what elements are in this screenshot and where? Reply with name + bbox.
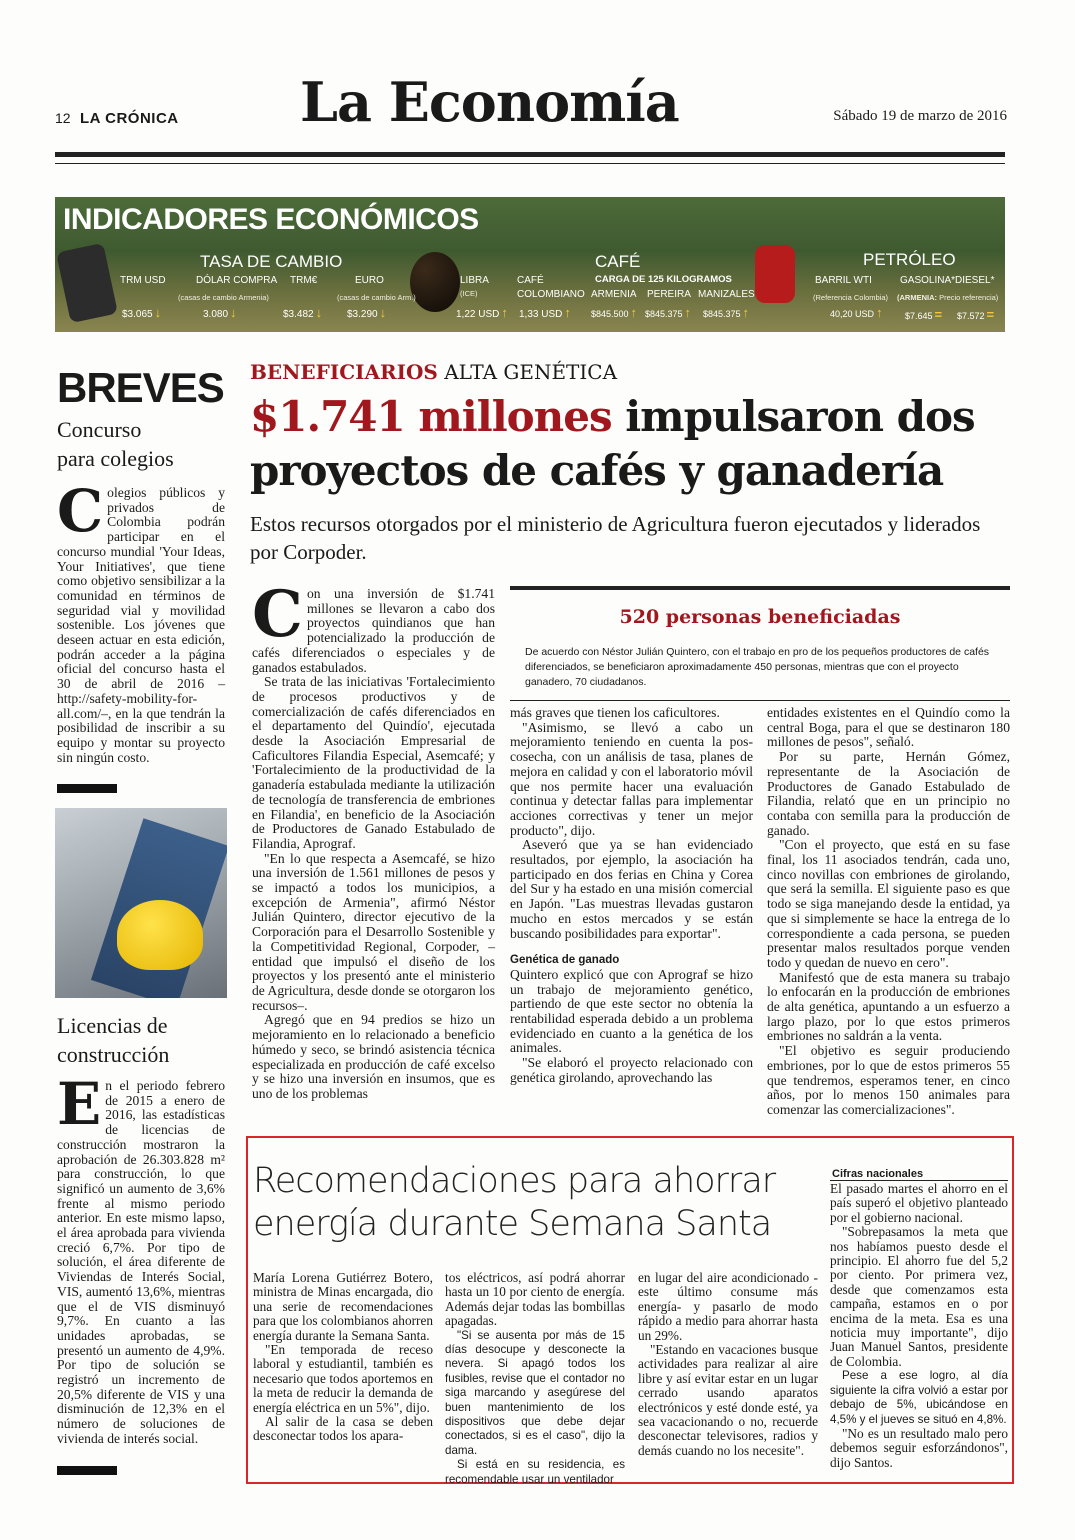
fuel-nozzle-icon — [755, 245, 795, 303]
paragraph: "Se elaboró el proyecto relacionado con genética girolando, aprovechando las — [510, 1055, 753, 1085]
indicator-value: $845.375 ↑ — [703, 305, 750, 320]
indicator-sublabel: (ICE) — [460, 289, 478, 298]
page-number: 12 — [55, 110, 71, 126]
article-column-2 — [510, 706, 753, 1086]
breve-title-line: construcción — [57, 1042, 170, 1067]
fuel-note: (ARMENIA: Precio referencia) — [897, 293, 999, 302]
article-kicker — [250, 360, 617, 384]
breve-body: n el periodo febrero de 2015 a enero de 2016, las estadísticas de licencias de construcción mostraron la aprobación de 26.303.828 m² para construcción, lo que significó un aumento de 3,6% frente al mismo periodo anterior. En este mismo lapso, el área aprobada para vivienda creció 6,7%. Por tipo de solución, el área diferente de Viviendas de Interés Social, VIS, aumentó 13,6%, mientras que el de VIS disminuyó 9,7%. En cuanto a las unidades aprobadas, se presentó un aumento de 4,9%. Por tipo de solución se registró un incremento de 20,5% diferente de VIS y una disminución de 12,3% en el número de soluciones de vivienda de interés social. — [57, 1078, 225, 1446]
economic-indicators-bar — [55, 197, 1005, 332]
breve-title-line: Licencias de — [57, 1013, 168, 1038]
article-column-1 — [252, 577, 495, 1102]
arrow-down-icon: ↓ — [315, 305, 323, 320]
paragraph: Aseveró que ya se han evidenciado resultados, por ejemplo, la asociación ha participado en dos ferias en China y Corea del Sur y ha estado en una misión comercial en Japón. "Las muestras llevadas gustaron mucho en estos mercados y se están buscando posibilidades para exportar". — [510, 837, 753, 941]
indicator-value: $7.645 = — [905, 307, 943, 322]
paragraph: "Sobrepasamos la meta que nos habíamos puesto desde el principio. El ahorro fue del 5,2 por ciento. Por primera vez, desde que comenzamos esta campaña, estamos en o por encima de la meta. Esa es una noticia muy importante", dijo Juan Manuel Santos, presidente de Colombia. — [830, 1224, 1008, 1369]
paragraph: Al salir de la casa se deben desconectar todos los apara- — [253, 1414, 433, 1444]
article-deck: Estos recursos otorgados por el ministerio de Agricultura fueron ejecutados y liderados por Corpoder. — [250, 512, 981, 564]
arrow-up-icon: ↑ — [630, 305, 638, 320]
construction-photo — [55, 808, 227, 998]
indicator-value: $3.290 ↓ — [347, 305, 387, 320]
flat-icon: = — [986, 307, 995, 322]
recom-column-2 — [445, 1271, 625, 1487]
indicator-value: 1,33 USD ↑ — [519, 305, 571, 320]
breve-title-concurso — [57, 415, 174, 473]
arrow-down-icon: ↓ — [230, 305, 237, 320]
coffee-subheading: CARGA DE 125 KILOGRAMOS — [595, 274, 732, 285]
arrow-up-icon: ↑ — [876, 305, 883, 320]
dropcap: E — [57, 1070, 102, 1138]
masthead-rule-thin — [55, 163, 1005, 164]
indicator-label: ARMENIA — [591, 289, 637, 300]
breve-title-line: para colegios — [57, 446, 174, 471]
indicators-title: INDICADORES ECONÓMICOS — [63, 203, 479, 236]
paragraph: "Si se ausenta por más de 15 días desocupe y desconecte la nevera. Si apagó todos los fusibles, revise que el contador no siga marcando y asegúrese del buen mantenimiento de los dispositivos que debe dejar conectados, si es el caso", dijo la dama. — [445, 1328, 625, 1457]
oil-heading: PETRÓLEO — [863, 250, 956, 269]
paragraph: "Estando en vacaciones busque actividades para realizar al aire libre y así evitar estar en un lugar cerrado usando aparatos electrónicos y esté donde esté, ya sea vacacionando o no, recuerde desconectar televisores, radios y demás cuando no los necesite". — [638, 1342, 818, 1458]
arrow-up-icon: ↑ — [684, 305, 692, 320]
paragraph: "El objetivo es seguir produciendo embriones, por lo que de estos primeros 55 que tendremos, esperamos tener, en cinco años, por lo menos 150 animales para comenzar las comercializaciones". — [767, 1043, 1010, 1117]
indicator-value: $845.500 ↑ — [591, 305, 638, 320]
box-title: 520 personas beneficiadas — [619, 606, 901, 628]
dropcap: C — [252, 577, 303, 652]
paragraph: Por su parte, Hernán Gómez, representante de la Asociación de Productores de Ganado Estabulado de Filandia, relató que en un principio no contaba con semilla para la producción de ganado. — [767, 749, 1010, 838]
paragraph: Pese a ese logro, al día siguiente la cifra volvió a estar por debajo de 5%, ubicándose en 4,5% y el jueves se situó en 4,8%. — [830, 1369, 1008, 1426]
paragraph: más graves que tienen los caficultores. — [510, 705, 720, 720]
breve-body: olegios públicos y privados de Colombia podrán participar en el concurso mundial 'Your Ideas, Your Initiatives', que tiene como objetivo sensibilizar a la comunidad en términos de seguridad vial y movilidad sostenible. Los jóvenes que deseen actuar en esta edición, podrán acceder a la página oficial del concurso hasta el 30 de abril de 2016 –http://safety-mobility-for-all.com/–, en la que tendrán la posibilidad de inscribir a su equipo y montar su proyecto sin ningún costo. — [57, 485, 225, 765]
paragraph: en lugar del aire acondicionado -este último consume más energía- y pasarlo de modo rápido a medio para ahorrar hasta un 29%. — [638, 1270, 818, 1343]
kicker-text: ALTA GENÉTICA — [437, 360, 618, 384]
breves-heading: BREVES — [57, 364, 224, 411]
indicator-value: 40,20 USD ↑ — [830, 305, 883, 320]
headline-text: impulsaron dos proyectos de cafés y ganadería — [250, 392, 975, 495]
recom-column-1 — [253, 1271, 433, 1444]
recom-column-3 — [638, 1271, 818, 1458]
recom-column-4 — [830, 1182, 1008, 1470]
paragraph: María Lorena Gutiérrez Botero, ministra de Minas encargada, dio una serie de recomendaciones para que los colombianos ahorren energía durante la Semana Santa. — [253, 1270, 433, 1343]
paragraph: "Con el proyecto, que está en su fase final, los 11 asociados tendrán, cada uno, cinco novillas con embriones de girolando, que será la semilla. El siguiente paso es que todo se siga manejando desde la entidad, ya que si simplemente se hace la entrega de lo correspondiente a cada persona, se pueden presentar malos resultados porque venden todo y quedan de nuevo en cero". — [767, 837, 1010, 970]
separator-bar — [57, 1466, 117, 1475]
arrow-down-icon: ↓ — [379, 305, 387, 320]
masthead-rule — [55, 152, 1005, 157]
indicator-value: 1,22 USD ↑ — [456, 305, 508, 320]
hard-hat-icon — [117, 900, 203, 970]
indicator-value: $845.375 ↑ — [645, 305, 692, 320]
box-rule-bottom — [510, 700, 1010, 701]
indicator-label: BARRIL WTI — [815, 275, 872, 286]
indicator-sublabel: (casas de cambio Arm.) — [337, 293, 416, 302]
paragraph: Se trata de las iniciativas 'Fortalecimiento de procesos productivos y de comercialización de cafés diferenciados en el departamento del Quindío', ejecutada desde la Asociación Empresarial de Caficultores Filandia Especial, Asemcafé; y 'Fortalecimiento de la productividad de la ganadería estabulada mediante la utilización de tecnología de transferencia de embriones en Filandia', en beneficio de la Asociación de Productores de Ganado Estabulado de Filandia, Aprograf. — [252, 674, 495, 851]
paragraph: "Asimismo, se llevó a cabo un mejoramiento teniendo en cuenta la pos-cosecha, con un análisis de tasa, planes de mejora en calidad y con el laboratorio móvil que nos permite hacer una evaluación continua y detectar fallas para implementar acciones correctivas y tener un mejor producto", dijo. — [510, 719, 753, 838]
indicator-value: 3.080 ↓ — [203, 305, 237, 320]
kicker-red: BENEFICIARIOS — [250, 360, 438, 384]
box-rule — [510, 586, 1010, 590]
breve-title-licencias — [57, 1011, 169, 1069]
newspaper-name: LA CRÓNICA — [80, 110, 179, 127]
paragraph: Quintero explicó que con Aprograf se hizo un trabajo de mejoramiento genético, partiendo de que este sector no obtenía la rentabilidad esperada debido a un problema evidenciado en cuanto a la genética de los animales. — [510, 966, 753, 1056]
exchange-rate-heading: TASA DE CAMBIO — [200, 252, 343, 271]
coffee-heading: CAFÉ — [595, 252, 641, 271]
indicator-label: EURO — [355, 275, 384, 286]
recommendations-headline: Recomendaciones para ahorrar energía durante Semana Santa — [253, 1161, 776, 1244]
subhead-cifras: Cifras nacionales — [832, 1168, 924, 1180]
paragraph: Agregó que en 94 predios se hizo un mejoramiento en lo relacionado a beneficio húmedo y seco, se brindó asistencia técnica especializada en producción de café excelso y se hizo una inversión en insumos, que es uno de los problemas — [252, 1012, 495, 1101]
headline-figure: $1.741 millones — [250, 392, 612, 441]
flat-icon: = — [934, 307, 943, 322]
indicator-value: $3.065 ↓ — [122, 305, 162, 320]
subhead: Genética de ganado — [510, 954, 620, 967]
indicator-label: CAFÉ — [517, 275, 544, 286]
arrow-up-icon: ↑ — [501, 305, 508, 320]
separator-bar — [57, 784, 117, 793]
paragraph: Manifestó que de esta manera su trabajo lo enfocarán en la producción de embriones de alta genética, apuntando a un esfuerzo a largo plazo, por lo que estos primeros embriones no saldrán a la venta. — [767, 969, 1010, 1044]
indicator-label: PEREIRA — [647, 289, 691, 300]
arrow-up-icon: ↑ — [564, 305, 571, 320]
indicator-sublabel: (Referencia Colombia) — [813, 293, 889, 302]
indicator-label: LIBRA — [460, 275, 489, 286]
paragraph: Si está en su residencia, es recomendable usar un ventilador — [445, 1458, 625, 1486]
dropcap: C — [57, 477, 104, 545]
box-text: De acuerdo con Néstor Julián Quintero, con el trabajo en pro de los pequeños productores de cafés diferenciados, se beneficiaron aproximadamente 450 personas, mientras que con el proyecto ganadero, 70 ciudadanos. — [525, 646, 990, 688]
paragraph: entidades existentes en el Quindío como la central Boga, para el que se destinaron 180 millones de pesos", señaló. — [767, 705, 1010, 750]
indicator-label: TRM USD — [120, 275, 166, 286]
breve-licencias-text — [57, 1070, 225, 1447]
indicator-label: MANIZALES — [698, 289, 755, 300]
paragraph: "En lo que respecta a Asemcafé, se hizo una inversión de 1.561 millones de pesos y se impactó a todos los municipios, a excepción de Armenia", afirmó Néstor Julián Quintero, director ejecutivo de la Corporación para el Desarrollo Sostenible y la Competitividad Regional, Corpoder, –entidad que impulsó el diseño de los proyectos y los presentó ante el ministerio de Agricultura, desde donde se otorgaron los recursos–. — [252, 850, 495, 1013]
coffee-beans-icon — [410, 252, 460, 312]
section-title: La Economía — [300, 70, 679, 134]
paragraph: El pasado martes el ahorro en el país superó el objetivo planteado por el gobierno nacional. — [830, 1181, 1008, 1225]
paragraph: on una inversión de $1.741 millones se llevaron a cabo dos proyectos quindianos que han potencializado la producción de cafés diferenciados o especiales y de ganados estabulados. — [252, 586, 495, 675]
indicator-value: $7.572 = — [957, 307, 995, 322]
breve-title-line: Concurso — [57, 417, 142, 442]
article-headline — [250, 390, 1010, 498]
issue-date: Sábado 19 de marzo de 2016 — [833, 108, 1007, 124]
indicator-label: TRM€ — [290, 275, 318, 286]
indicator-value: $3.482 ↓ — [283, 305, 323, 320]
indicator-label: DIESEL* — [955, 275, 995, 286]
indicator-sublabel: (casas de cambio Armenia) — [178, 293, 269, 302]
paragraph: "No es un resultado malo pero debemos seguir esforzándonos", dijo Santos. — [830, 1425, 1008, 1470]
arrow-down-icon: ↓ — [154, 305, 162, 320]
article-column-3 — [767, 706, 1010, 1118]
indicator-sublabel: COLOMBIANO — [517, 289, 585, 300]
money-roll-icon — [56, 243, 118, 323]
indicator-label: DÓLAR COMPRA — [196, 275, 278, 286]
indicator-label: GASOLINA* — [900, 275, 956, 286]
paragraph: "En temporada de receso laboral y estudiantil, también es necesario que todos aportemos en la meta de reducir la demanda de energía eléctrica en un 5%", dijo. — [253, 1342, 433, 1415]
breve-concurso-text — [57, 477, 225, 765]
arrow-up-icon: ↑ — [742, 305, 750, 320]
paragraph: tos eléctricos, así podrá ahorrar hasta un 10 por ciento de energía. Además dejar todas las bombillas apagadas. — [445, 1270, 625, 1329]
